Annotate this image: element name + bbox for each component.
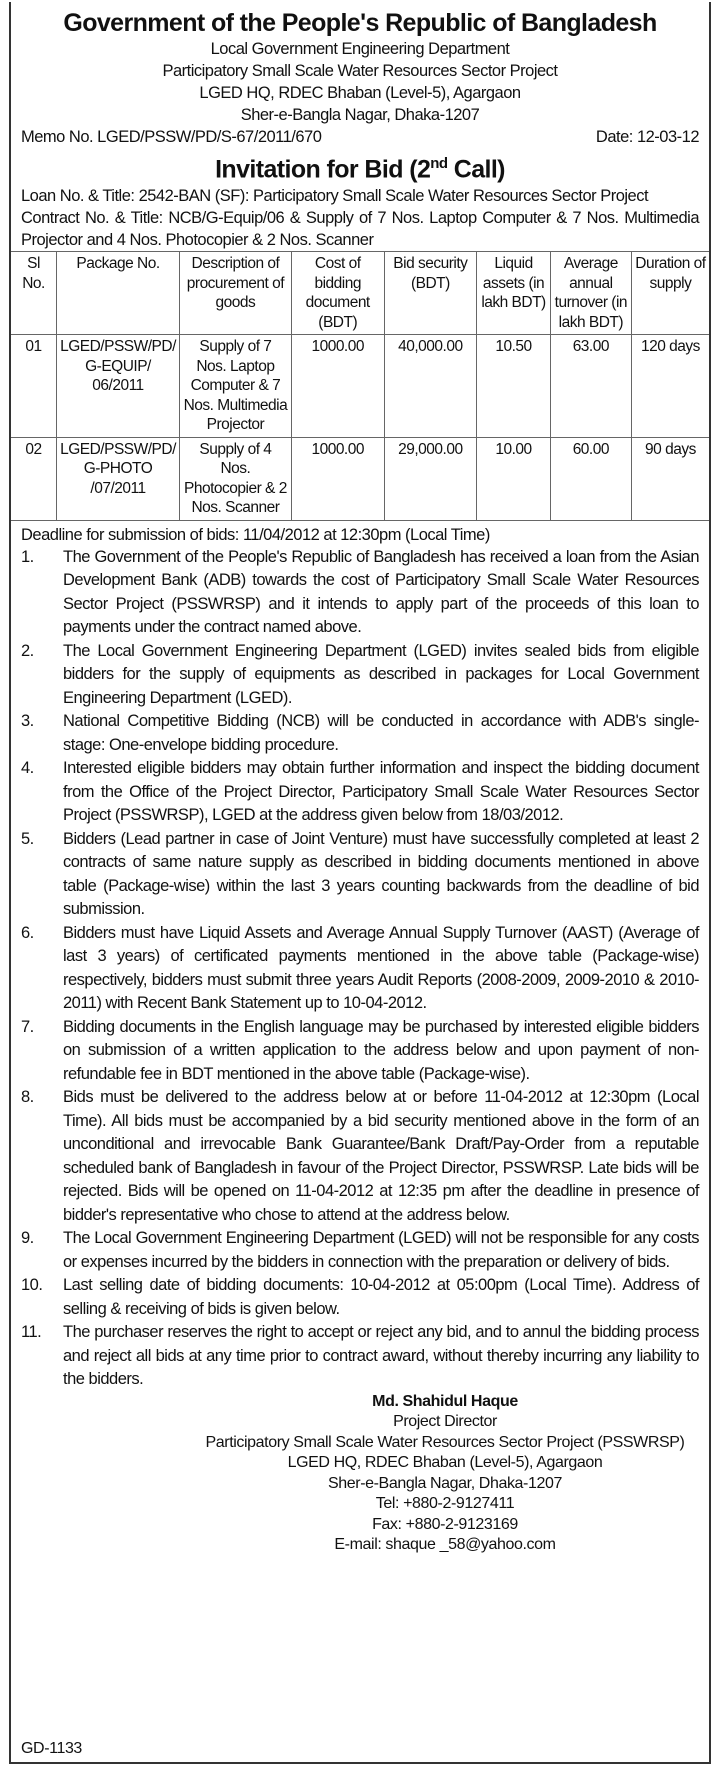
signature-line: Sher-e-Bangla Nagar, Dhaka-1207 [328, 1474, 562, 1492]
table-cell: 63.00 [550, 335, 631, 438]
item-text: Last selling date of bidding documents: 10-04-2012 at 05:00pm (Local Time). Address of selling & receiving of bids is given below. [63, 1276, 699, 1318]
list-item [21, 1274, 699, 1321]
table-cell: 10.00 [477, 437, 551, 520]
contract-title: Contract No. & Title: NCB/G-Equip/06 & Supply of 7 Nos. Laptop Computer & 7 Nos. Multimedia Projector and 4 Nos. Photocopier & 2 Nos. Scanner [21, 209, 699, 250]
column-header: Description of procurement of goods [179, 252, 291, 335]
item-number: 6. [21, 923, 34, 942]
column-header: Bid security (BDT) [384, 252, 477, 335]
item-number: 11. [21, 1323, 42, 1342]
list-item [21, 1016, 699, 1087]
column-header: Cost of bidding document (BDT) [291, 252, 384, 335]
signature-line: LGED HQ, RDEC Bhaban (Level-5), Agargaon [287, 1454, 603, 1472]
deadline: Deadline for submission of bids: 11/04/2012 at 12:30pm (Local Time) [21, 525, 490, 544]
list-item [21, 546, 699, 640]
memo-row [21, 126, 699, 148]
column-header: Average annual turnover (in lakh BDT) [550, 252, 631, 335]
item-text: Bids must be delivered to the address below at or before 11-04-2012 at 12:30pm (Local Time). All bids must be accompanied by a bid security mentioned above in the form of an unconditional and irrevocable Bank Guarantee/Bank Draft/Pay-Order from a reputable scheduled bank of Bangladesh in favour of the Project Director, PSSWRSP. Late bids will be rejected. Bids will be opened on 11-04-2012 at 12:35 pm after the deadline in presence of bidder's representative who chose to attend at the address below. [63, 1088, 699, 1224]
city-line: Sher-e-Bangla Nagar, Dhaka-1207 [240, 106, 480, 124]
item-text: The Local Government Engineering Department (LGED) invites sealed bids from eligible bidders for the supply of equipments as described in packages for Local Government Engineering Department (LGED). [63, 641, 699, 707]
table-cell: 1000.00 [291, 437, 384, 520]
item-number: 10. [21, 1276, 43, 1295]
invitation-title-tail: Call) [447, 155, 505, 184]
invitation-title-text: Invitation for Bid (2 [215, 155, 431, 184]
memo-number: Memo No. LGED/PSSW/PD/S-67/2011/670 [21, 128, 322, 146]
item-text: Interested eligible bidders may obtain further information and inspect the bidding document from the Office of the Project Director, Participatory Small Scale Water Resources Sector Project (PSSWRSP), LGED at the address given below from 18/03/2012. [63, 759, 699, 825]
column-header: Duration of supply [631, 252, 709, 335]
list-item [21, 757, 699, 828]
item-number: 1. [21, 547, 34, 566]
item-number: 7. [21, 1017, 34, 1036]
list-item [21, 828, 699, 922]
item-number: 3. [21, 712, 34, 731]
item-number: 4. [21, 759, 34, 778]
item-text: Bidding documents in the English language may be purchased by interested eligible bidders on submission of a written application to the address below and upon payment of non-refundable fee in BDT mentioned in the above table (Package-wise). [63, 1017, 699, 1083]
signature-block [191, 1392, 699, 1556]
signature-line: Participatory Small Scale Water Resources Sector Project (PSSWRSP) [205, 1433, 685, 1451]
table-row [11, 437, 709, 520]
project-line: Participatory Small Scale Water Resources Sector Project [162, 62, 558, 80]
item-text: National Competitive Bidding (NCB) will be conducted in accordance with ADB's single-stage: One-envelope bidding procedure. [63, 712, 699, 754]
table-header-row [11, 252, 709, 335]
list-item [21, 1321, 699, 1392]
signature-line: Project Director [393, 1413, 497, 1431]
table-cell: 10.50 [477, 335, 551, 438]
table-cell: 02 [11, 437, 57, 520]
column-header: Sl No. [11, 252, 57, 335]
item-text: The purchaser reserves the right to accept or reject any bid, and to annul the bidding process and reject all bids at any time prior to contract award, without thereby incurring any liability to the bidders. [63, 1323, 699, 1389]
column-header: Package No. [57, 252, 180, 335]
invitation-title-sup: nd [430, 155, 448, 172]
list-item [21, 640, 699, 711]
package-table [11, 251, 709, 521]
table-cell: LGED/PSSW/PD/ G-PHOTO /07/2011 [57, 437, 180, 520]
tender-notice [9, 2, 711, 1764]
list-item [21, 710, 699, 757]
table-cell: LGED/PSSW/PD/ G-EQUIP/ 06/2011 [57, 335, 180, 438]
column-header: Liquid assets (in lakh BDT) [477, 252, 551, 335]
signature-line: E-mail: shaque _58@yahoo.com [334, 1536, 556, 1554]
department-line: Local Government Engineering Department [210, 40, 510, 58]
signature-line: Tel: +880-2-9127411 [375, 1495, 515, 1513]
item-number: 9. [21, 1229, 34, 1248]
table-cell: Supply of 4 Nos. Photocopier & 2 Nos. Scanner [179, 437, 291, 520]
table-cell: 40,000.00 [384, 335, 477, 438]
invitation-title [21, 148, 699, 185]
table-cell: 120 days [631, 335, 709, 438]
item-text: Bidders (Lead partner in case of Joint Venture) must have successfully completed at least 2 contracts of same nature supply as described in bidding documents mentioned in above table (Package-wise) within the last 3 years counting backwards from the deadline of bid submission. [63, 829, 699, 919]
item-number: 2. [21, 641, 34, 660]
memo-date: Date: 12-03-12 [595, 128, 699, 146]
item-number: 8. [21, 1088, 34, 1107]
item-number: 5. [21, 829, 34, 848]
government-title: Government of the People's Republic of Bangladesh [63, 9, 657, 37]
table-row [11, 335, 709, 438]
signature-line: Fax: +880-2-9123169 [372, 1515, 518, 1533]
list-item [21, 922, 699, 1016]
table-cell: 01 [11, 335, 57, 438]
signatory-name: Md. Shahidul Haque [372, 1392, 518, 1410]
item-text: The Government of the People's Republic of Bangladesh has received a loan from the Asian Development Bank (ADB) towards the cost of Participatory Small Scale Water Resources Sector Project (PSSWRSP) and it intends to apply part of the proceeds of this loan to payments under the contract named above. [63, 547, 699, 637]
table-cell: Supply of 7 Nos. Laptop Computer & 7 Nos. Multimedia Projector [179, 335, 291, 438]
table-cell: 60.00 [550, 437, 631, 520]
item-text: The Local Government Engineering Department (LGED) will not be responsible for any costs or expenses incurred by the bidders in connection with the preparation or delivery of bids. [63, 1229, 699, 1271]
list-item [21, 1227, 699, 1274]
address-line: LGED HQ, RDEC Bhaban (Level-5), Agargaon [199, 84, 521, 102]
list-item [21, 1086, 699, 1227]
loan-title: Loan No. & Title: 2542-BAN (SF): Participatory Small Scale Water Resources Sector Project [21, 187, 649, 206]
table-cell: 1000.00 [291, 335, 384, 438]
item-text: Bidders must have Liquid Assets and Average Annual Supply Turnover (AAST) (Average of last 3 years) of certificated payments mentioned in the above table (Package-wise) respectively, bidders must submit three years Audit Reports (2008-2009, 2009-2010 & 2010-2011) with Recent Bank Statement up to 10-04-2012. [63, 923, 699, 1013]
table-cell: 29,000.00 [384, 437, 477, 520]
table-cell: 90 days [631, 437, 709, 520]
instructions-list [21, 546, 699, 1392]
gd-number: GD-1133 [21, 1740, 82, 1757]
